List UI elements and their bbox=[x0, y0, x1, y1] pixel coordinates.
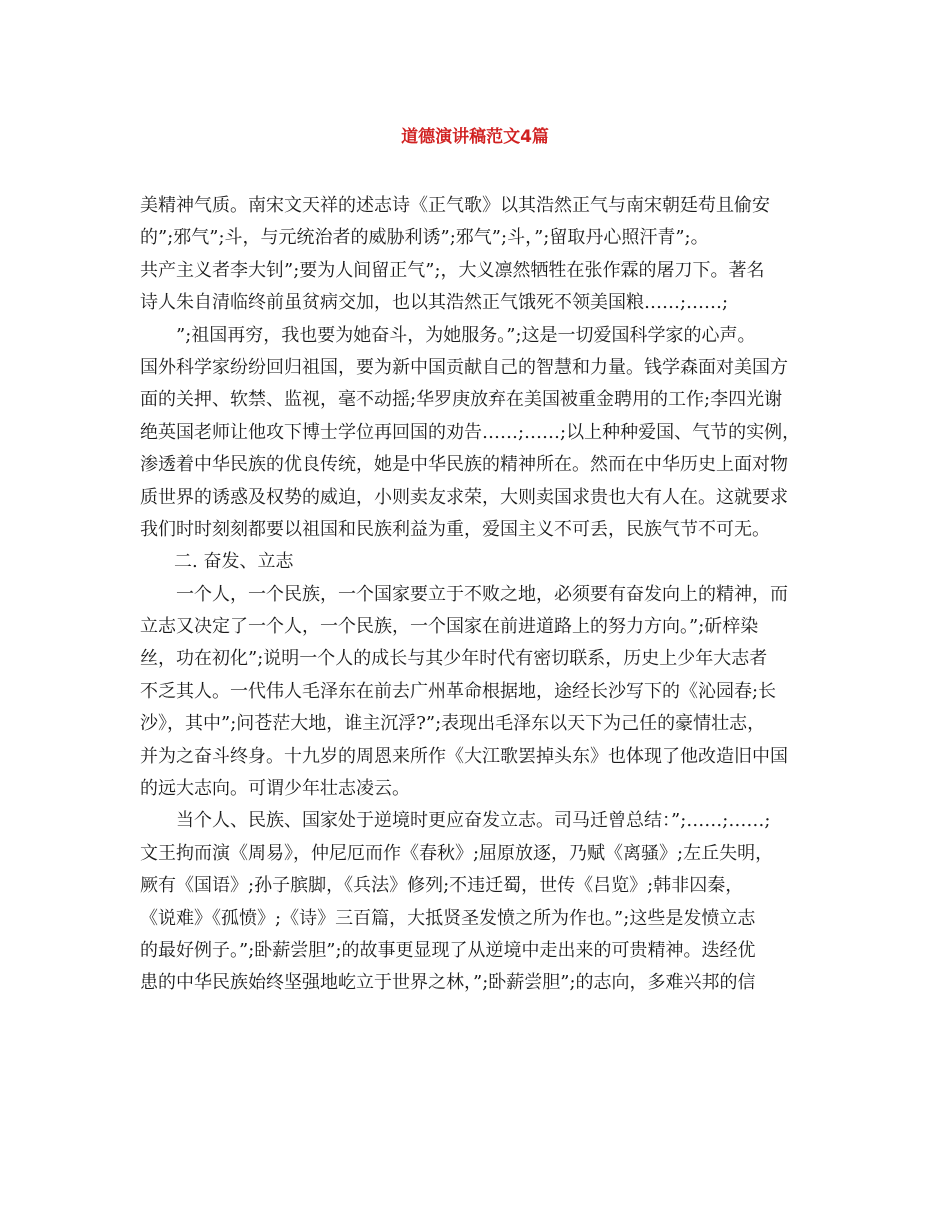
text-line: 渗透着中华民族的优良传统，她是中华民族的精神所在。然而在中华历史上面对物 bbox=[140, 454, 788, 476]
section-heading: 二. 奋发、立志 bbox=[174, 551, 294, 573]
text-line: 患的中华民族始终坚强地屹立于世界之林，”;卧薪尝胆”;的志向，多难兴邦的信 bbox=[140, 972, 756, 994]
text-line: 文王拘而演《周易》，仲尼厄而作《春秋》;屈原放逐，乃赋《离骚》;左丘失明， bbox=[140, 842, 774, 864]
text-line: 共产主义者李大钊”;要为人间留正气”;，大义凛然牺牲在张作霖的屠刀下。著名 bbox=[140, 259, 765, 281]
text-line: 美精神气质。南宋文天祥的述志诗《正气歌》以其浩然正气与南宋朝廷苟且偷安 bbox=[140, 195, 770, 216]
paragraph-start-line: 当个人、民族、国家处于逆境时更应奋发立志。司马迁曾总结：”;……;……; bbox=[176, 810, 771, 832]
text-line: 国外科学家纷纷回归祖国，要为新中国贡献自己的智慧和力量。钱学森面对美国方 bbox=[140, 356, 788, 378]
text-line: 《说难》《孤愤》;《诗》三百篇，大抵贤圣发愤之所为作也。”;这些是发愤立志 bbox=[140, 907, 756, 929]
text-line: 的远大志向。可谓少年壮志凌云。 bbox=[140, 778, 410, 800]
text-line: 丝，功在初化”;说明一个人的成长与其少年时代有密切联系，历史上少年大志者 bbox=[140, 648, 768, 670]
paragraph-start-line: ”;祖国再穷，我也要为她奋斗，为她服务。”;这是一切爱国科学家的心声。 bbox=[176, 324, 756, 346]
document-body bbox=[140, 190, 820, 1000]
text-line: 的”;邪气”;斗，与元统治者的威胁利诱”;邪气”;斗，”;留取丹心照汗青”;。 bbox=[140, 227, 709, 249]
text-line: 诗人朱自清临终前虽贫病交加，也以其浩然正气饿死不领美国粮……;……; bbox=[140, 292, 729, 314]
paragraph-start-line: 一个人，一个民族，一个国家要立于不败之地，必须要有奋发向上的精神，而 bbox=[176, 583, 788, 605]
text-line: 绝英国老师让他攻下博士学位再回国的劝告……;……;以上种种爱国、气节的实例， bbox=[140, 421, 801, 443]
document-title: 道德演讲稿范文4篇 bbox=[401, 127, 549, 147]
text-line: 面的关押、软禁、监视，毫不动摇;华罗庚放弃在美国被重金聘用的工作;李四光谢 bbox=[140, 389, 783, 411]
text-line: 的最好例子。”;卧薪尝胆”;的故事更显现了从逆境中走出来的可贵精神。迭经优 bbox=[140, 939, 756, 961]
text-line: 立志又决定了一个人，一个民族，一个国家在前进道路上的努力方向。”;斫梓染 bbox=[140, 616, 759, 638]
text-line: 质世界的诱惑及权势的威迫，小则卖友求荣，大则卖国求贵也大有人在。这就要求 bbox=[140, 486, 788, 508]
text-line: 厥有《国语》;孙子膑脚，《兵法》修列;不违迁蜀，世传《吕览》;韩非囚秦， bbox=[140, 875, 744, 897]
text-line: 我们时时刻刻都要以祖国和民族利益为重，爱国主义不可丢，民族气节不可无。 bbox=[140, 518, 770, 540]
text-line: 并为之奋斗终身。十九岁的周恩来所作《大江歌罢掉头东》也体现了他改造旧中国 bbox=[140, 745, 788, 767]
text-line: 不乏其人。一代伟人毛泽东在前去广州革命根据地，途经长沙写下的《沁园春;长 bbox=[140, 680, 777, 702]
text-line: 沙》，其中”;问苍茫大地，谁主沉浮?”;表现出毛泽东以天下为己任的豪情壮志， bbox=[140, 713, 766, 735]
